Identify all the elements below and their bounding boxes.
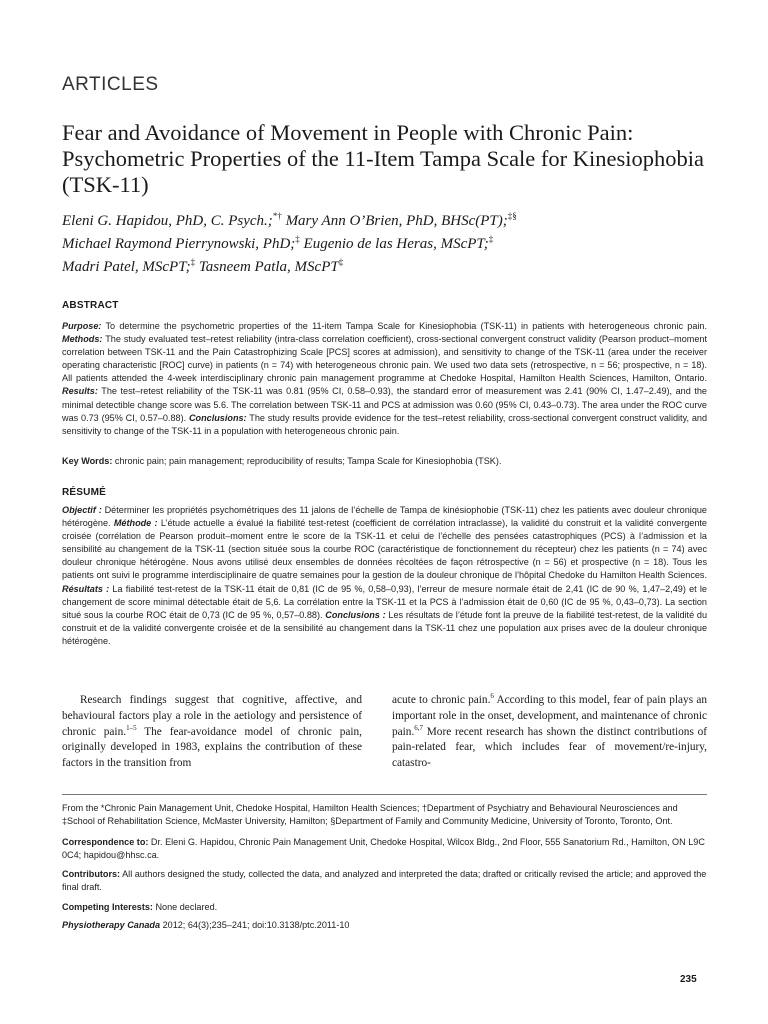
results-text: The test–retest reliability of the TSK-11 was 0.81 (95% CI, 0.58–0.93), the standard error of measurement was 2.41 (90% CI, 1.47–2.49), and the minimal detectible change score was 5.6. The correlation between TSK-11 and PCS at admission was 0.60 (95% CI, 0.43–0.73). The area under the ROC curve was 0.73 (95% CI, 0.57–0.88). <box>62 386 707 423</box>
correspondence-text: Dr. Eleni G. Hapidou, Chronic Pain Management Unit, Chedoke Hospital, Wilcox Bldg., 2nd Floor, 555 Sanatorium Rd., Hamilton, ON L9C 0C4; hapidou@hhsc.ca. <box>62 837 705 861</box>
objectif-label: Objectif : <box>62 505 102 515</box>
correspondence-label: Correspondence to: <box>62 837 149 847</box>
keywords <box>62 455 707 468</box>
contributors-label: Contributors: <box>62 869 121 879</box>
affiliations-note: From the *Chronic Pain Management Unit, Chedoke Hospital, Hamilton Health Sciences; †Department of Psychiatry and Behavioural Neurosciences and ‡School of Rehabilitation Science, McMaster University, Hamilton; §Department of Family and Community Medicine, University of Toronto, Toronto, Ont. <box>62 803 678 827</box>
author-1: Eleni G. Hapidou, PhD, C. Psych.; <box>62 213 273 229</box>
footnote-divider <box>62 794 707 795</box>
citation-ref: 6 <box>490 692 494 701</box>
methode-text: L’étude actuelle a évalué la fiabilité test-retest (coefficient de corrélation intraclasse), la validité du construit et la validité convergente croisée (corrélation de Pearson produit–moment entre le score de la TSK-11 et celui de l’échelle des pensées catastrophiques (PCS) à l’admission et la sensibilité au changement de la TSK-11 (section située sous la courbe ROC (caractéristique de fonctionnement du récepteur) chez les patients (n = 74) avec douleur chronique hétérogène. Nous avons utilisé deux ensembles de données récoltées de façon rétrospective (n = 56) et prospective (n = 18). Tous les patients ont suivi le programme interdisciplinaire de quatre semaines pour la gestion de la douleur chronique de l’hôpital Chedoke du Hamilton Health Sciences. <box>62 518 707 581</box>
page-number: 235 <box>680 974 697 985</box>
author-3: Michael Raymond Pierrynowski, PhD; <box>62 236 296 252</box>
competing-label: Competing Interests: <box>62 902 153 912</box>
author-6: Tasneem Patla, MScPT <box>195 259 339 275</box>
author-4: Eugenio de las Heras, MScPT; <box>299 236 489 252</box>
keywords-text: chronic pain; pain management; reproducibility of results; Tampa Scale for Kinesiophobia (TSK). <box>112 456 502 466</box>
body-text: More recent research has shown the distinct contributions of pain-related fear, which includes fear of movement/re-injury, catastro- <box>392 725 707 770</box>
keywords-label: Key Words: <box>62 456 113 466</box>
article-title: Fear and Avoidance of Movement in People with Chronic Pain: Psychometric Properties of the 11-Item Tampa Scale for Kinesiophobia (TSK-11) <box>62 120 705 197</box>
results-label: Results: <box>62 386 98 397</box>
resume-conclusions-label: Conclusions : <box>325 609 386 620</box>
abstract-heading: ABSTRACT <box>62 300 119 311</box>
citation-line <box>62 919 707 932</box>
author-1-affil: *† <box>272 211 282 221</box>
body-text: The fear-avoidance model of chronic pain, originally developed in 1983, explains the contribution of these factors in the transition from <box>62 725 362 770</box>
methode-label: Méthode : <box>113 518 158 529</box>
conclusions-text: The study results provide evidence for the test–retest reliability, cross-sectional convergent construct validity, and sensitivity to change of the TSK-11 in a population with heterogeneous chronic pain. <box>62 412 708 436</box>
citation-ref: 6,7 <box>414 723 424 732</box>
body-column-right <box>392 693 707 772</box>
citation-text: 2012; 64(3);235–241; doi:10.3138/ptc.2011-10 <box>160 920 350 930</box>
competing-text: None declared. <box>152 902 218 912</box>
body-text: Research findings suggest that cognitive, affective, and behavioural factors play a role in the aetiology and persistence of chronic pain. <box>62 694 362 738</box>
resume-conclusions-text: Les résultats de l’étude font la preuve de la fiabilité test-retest, de la validité du construit et de la validité convergente croisée et de la sensibilité au changement dans la TSK-11 chez une population aux prises avec de la douleur chronique hétérogène. <box>62 609 708 646</box>
author-3-affil: ‡ <box>295 234 300 244</box>
body-column-left <box>62 693 362 772</box>
competing-interests-note <box>62 901 707 914</box>
abstract-body <box>62 320 707 438</box>
author-2: Mary Ann O’Brien, PhD, BHSc(PT); <box>281 213 508 229</box>
author-5-affil: ‡ <box>190 257 196 267</box>
author-2-affil: ‡§ <box>507 211 517 221</box>
section-label: ARTICLES <box>62 74 159 95</box>
purpose-text: To determine the psychometric properties of the 11-item Tampa Scale for Kinesiophobia (TSK-11) in patients with heterogeneous chronic pain. <box>101 321 707 331</box>
contributors-note <box>62 868 707 894</box>
resultats-text: La fiabilité test-retest de la TSK-11 était de 0,81 (IC de 95 %, 0,58–0,93), l’erreur de mesure normale était de 2,41 (IC de 90 %, 1,47–2,49) et le changement de score minimal détectable était de 5,6. La corrélation entre la TSK-11 et la PCS à l’admission était de 0,60 (IC de 95 %, 0,43–0,73). La section situé sous la courbe ROC était de 0,73 (IC de 95 %, 0,57–0.88). <box>62 583 707 620</box>
journal-name: Physiotherapy Canada <box>62 920 161 930</box>
resume-heading: RÉSUMÉ <box>62 487 106 498</box>
conclusions-label: Conclusions: <box>188 412 247 423</box>
author-6-affil: ‡ <box>338 257 344 267</box>
purpose-label: Purpose: <box>62 321 102 331</box>
citation-ref: 1–5 <box>126 723 137 732</box>
methods-label: Methods: <box>62 334 103 345</box>
objectif-text: Déterminer les propriétés psychométriques des 11 jalons de l’échelle de Tampa de kinésiophobie (TSK-11) chez les patients avec douleur chronique hétérogène. <box>62 505 707 529</box>
resume-body <box>62 504 707 648</box>
contributors-text: All authors designed the study, collected the data, and analyzed and interpreted the data; drafted or critically revised the article; and approved the final draft. <box>62 869 707 893</box>
methods-text: The study evaluated test–retest reliability (intra-class correlation coefficient), cross-sectional convergent construct validity (Pearson product–moment correlation between TSK-11 and the Pain Catastrophizing Scale [PCS] scores at admission), and sensitivity to change of the TSK-11 (area under the receiver operating characteristic [ROC] curve) in patients (n = 74) with heterogeneous chronic pain. We used two data sets (retrospective, n = 56; prospective, n = 18). All patients attended the 4-week interdisciplinary chronic pain management programme at Chedoke Hospital, Hamilton Health Sciences, Hamilton, Ontario. <box>62 334 707 384</box>
resultats-label: Résultats : <box>62 583 110 594</box>
author-4-affil: ‡ <box>488 234 494 244</box>
body-text: acute to chronic pain. <box>392 694 491 706</box>
author-list <box>62 207 722 276</box>
body-text: According to this model, fear of pain plays an important role in the onset, development, and maintenance of chronic pain. <box>392 694 707 738</box>
correspondence-note <box>62 836 707 862</box>
author-5: Madri Patel, MScPT; <box>62 259 191 275</box>
